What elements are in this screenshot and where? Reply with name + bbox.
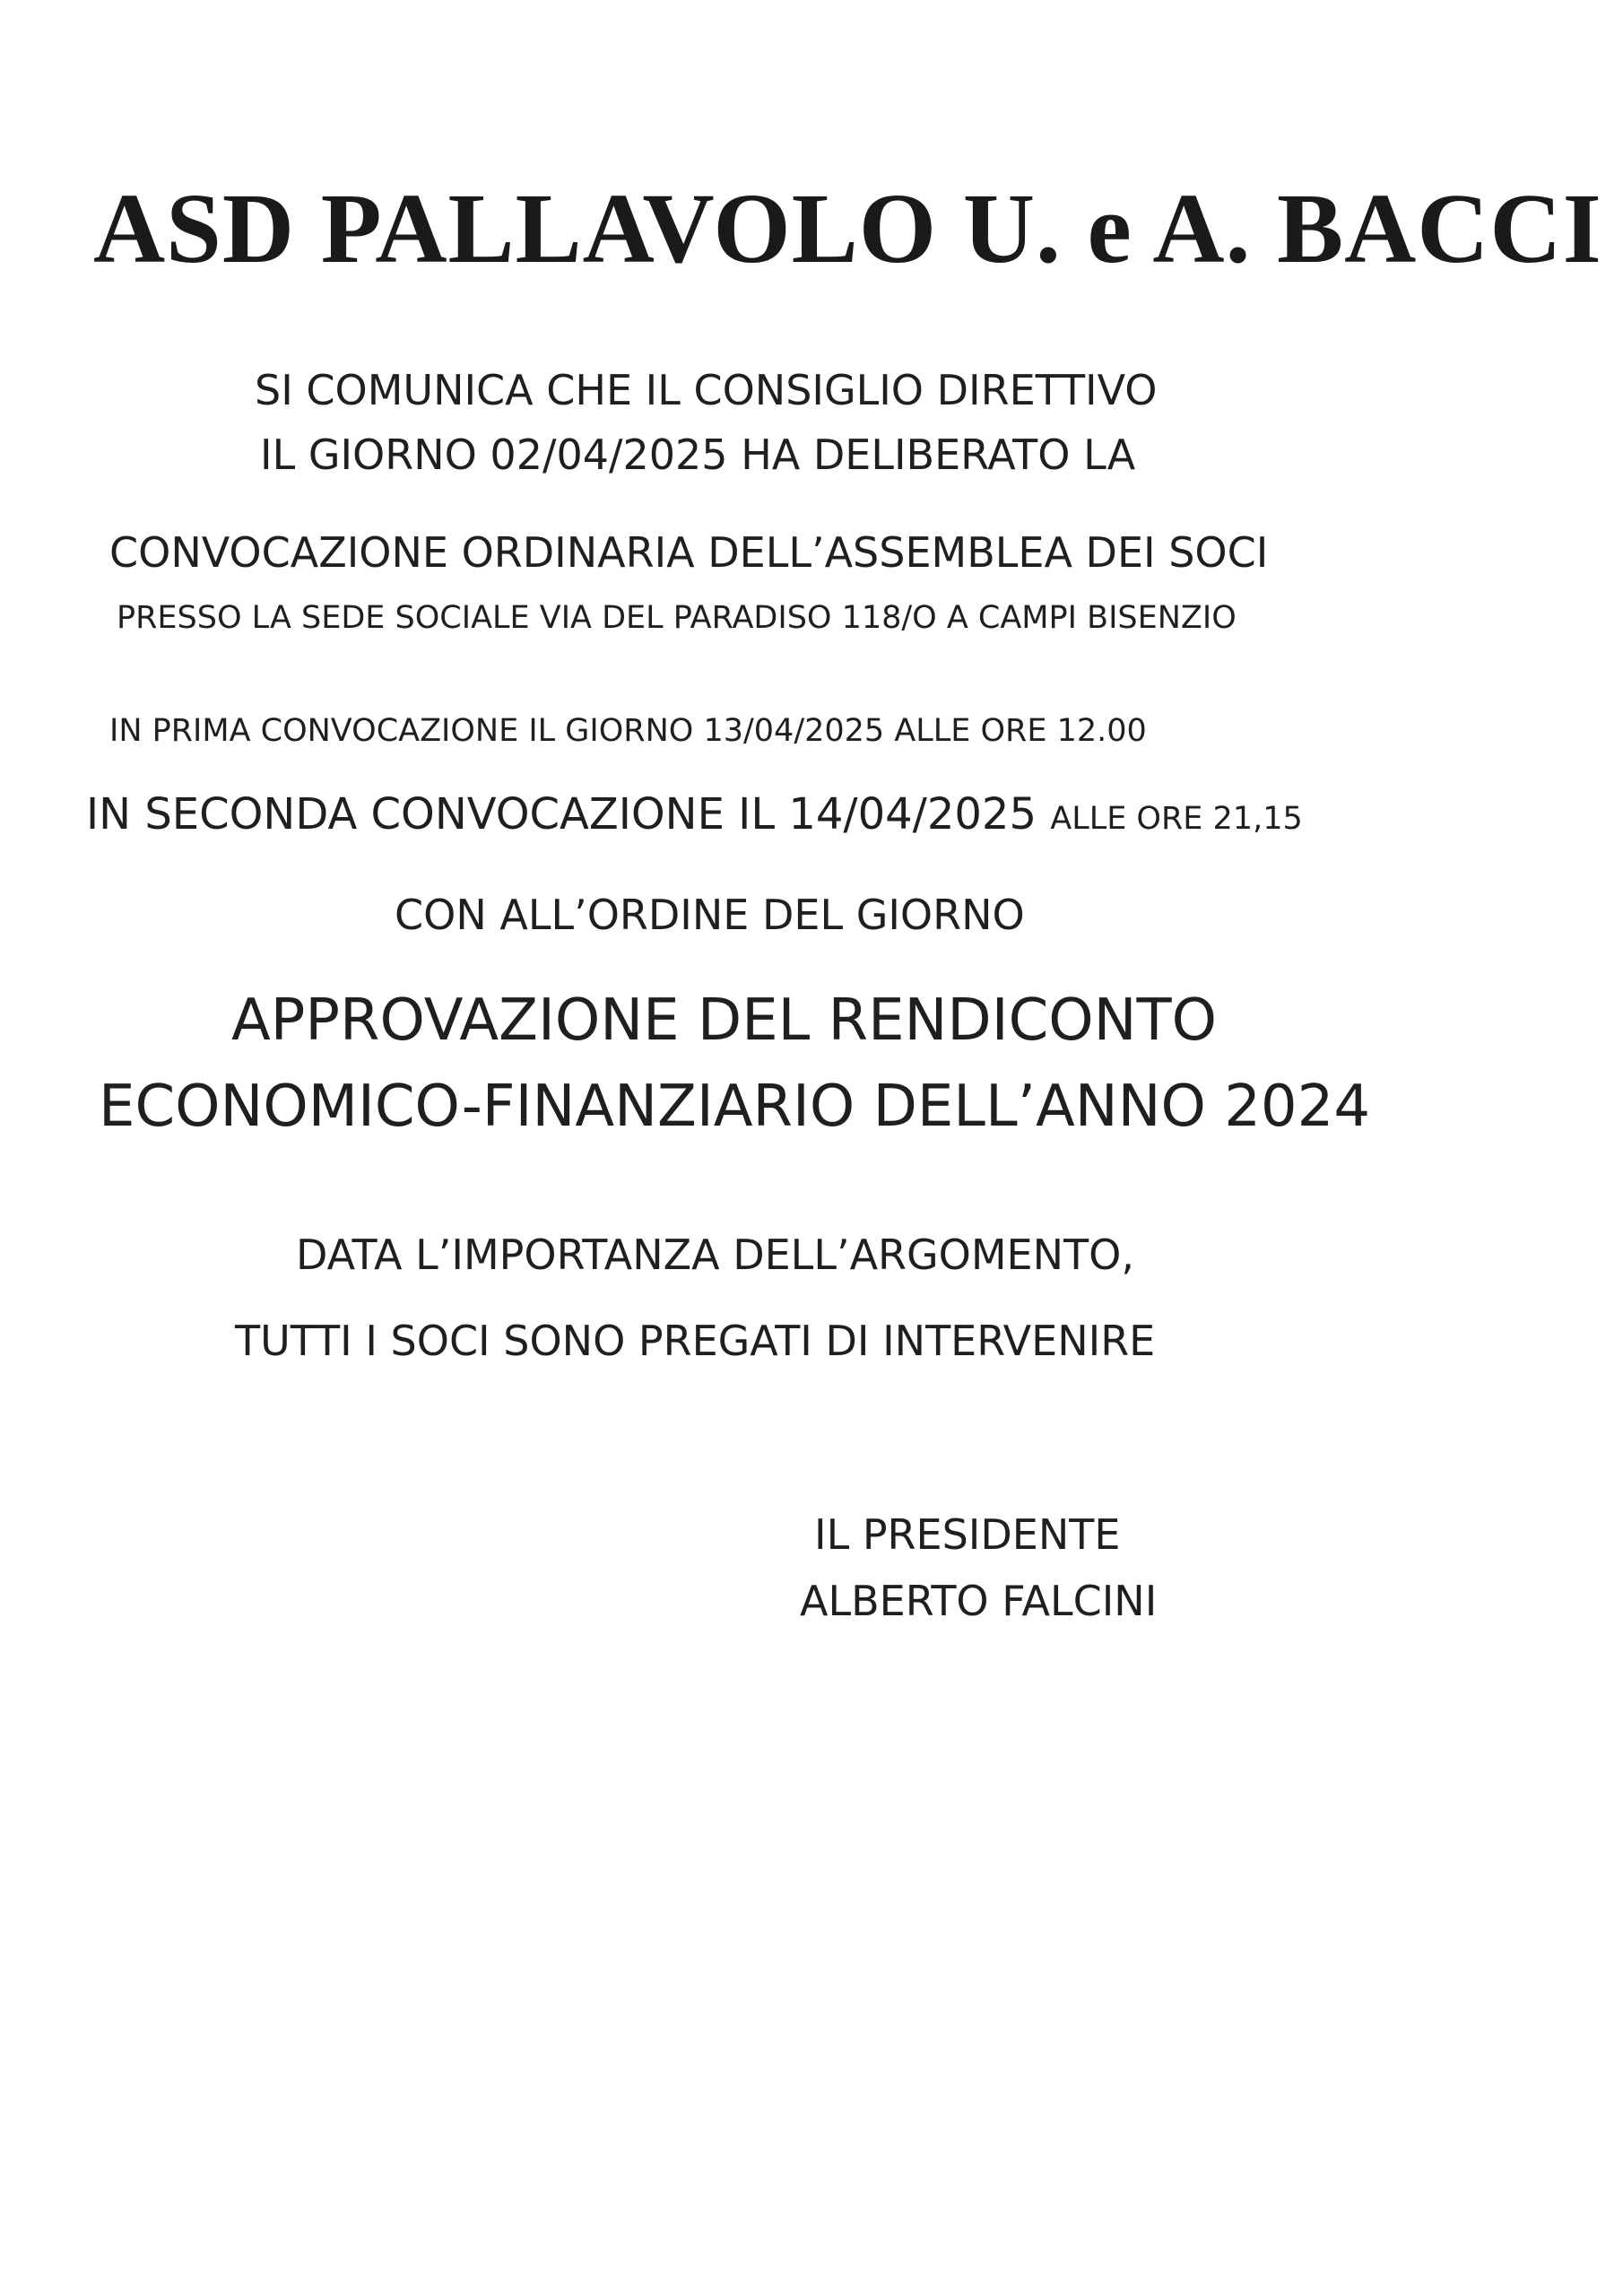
second-convocation-main: IN SECONDA CONVOCAZIONE IL 14/04/2025 [86,789,1051,839]
signature-role: IL PRESIDENTE [814,1510,1121,1559]
announcement-line-3: CONVOCAZIONE ORDINARIA DELL’ASSEMBLEA DEI SOCI [109,528,1269,577]
first-convocation: IN PRIMA CONVOCAZIONE IL GIORNO 13/04/2025 ALLE ORE 12.00 [109,713,1147,749]
agenda-item-line-1: APPROVAZIONE DEL RENDICONTO [231,987,1217,1054]
announcement-line-1: SI COMUNICA CHE IL CONSIGLIO DIRETTIVO [255,366,1158,414]
agenda-item-line-2: ECONOMICO-FINANZIARIO DELL’ANNO 2024 [99,1074,1371,1140]
document-title: ASD PALLAVOLO U. e A. BACCI [93,174,1602,284]
second-convocation-time: ALLE ORE 21,15 [1050,801,1303,837]
appeal-line-2: TUTTI I SOCI SONO PREGATI DI INTERVENIRE [235,1317,1156,1365]
second-convocation [86,789,1303,839]
signature-name: ALBERTO FALCINI [800,1577,1158,1625]
appeal-line-1: DATA L’IMPORTANZA DELL’ARGOMENTO, [296,1231,1134,1279]
announcement-line-2: IL GIORNO 02/04/2025 HA DELIBERATO LA [260,430,1136,479]
agenda-intro: CON ALL’ORDINE DEL GIORNO [395,891,1025,939]
announcement-line-4: PRESSO LA SEDE SOCIALE VIA DEL PARADISO 118/O A CAMPI BISENZIO [117,600,1237,636]
